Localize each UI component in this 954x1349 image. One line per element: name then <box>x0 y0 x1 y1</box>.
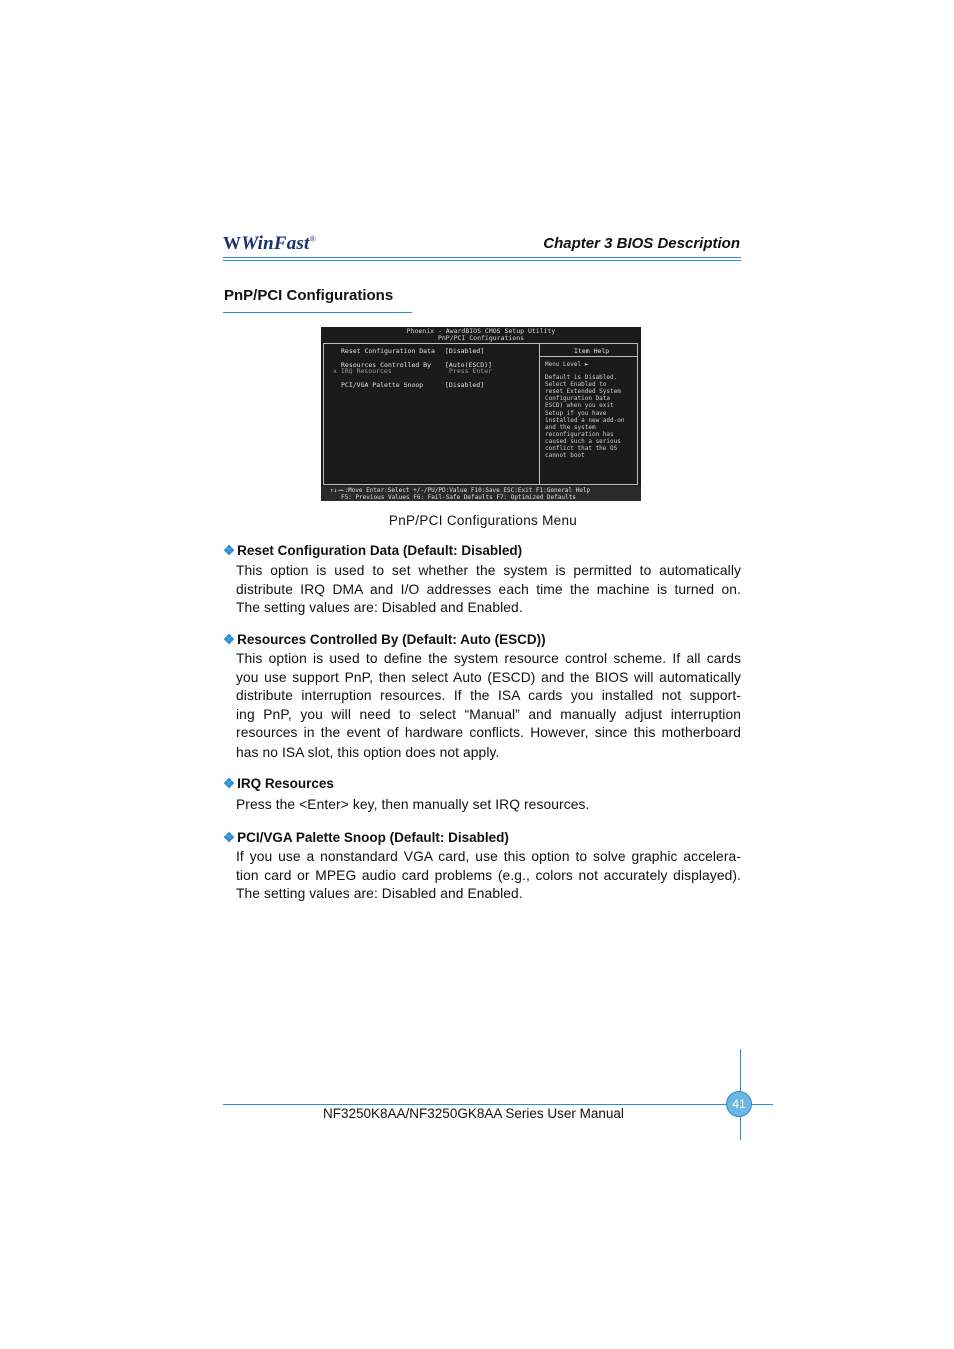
bios-footer-defaults: F5: Previous Values F6: Fail-Safe Defaults F7: Optimized Defaults <box>341 494 576 501</box>
bios-help-divider <box>539 344 540 484</box>
bios-title: Phoenix - AwardBIOS CMOS Setup Utility <box>406 327 556 335</box>
paragraph-line: The setting values are: Disabled and Enabled. <box>236 886 523 902</box>
option-title: Resources Controlled By (Default: Auto (ESCD)) <box>237 632 546 647</box>
bios-help-line: Configuration Data <box>545 395 611 403</box>
bios-subtitle: PnP/PCI Configurations <box>437 334 525 342</box>
bios-item-label: x IRQ Resources <box>333 367 392 375</box>
paragraph-line: This option is used to define the system resource control scheme. If all cards <box>236 651 741 666</box>
bios-help-line: ESCD) when you exit <box>545 402 614 410</box>
diamond-bullet-icon: ❖ <box>223 776 236 791</box>
paragraph-line: tion card or MPEG audio card problems (e.g., colors not accurately displayed). <box>236 867 741 883</box>
figure-caption: PnP/PCI Configurations Menu <box>388 513 578 528</box>
chapter-title: Chapter 3 BIOS Description <box>543 235 740 252</box>
paragraph-line: ing PnP, you will need to select “Manual” and manually adjust interruption <box>236 706 741 722</box>
bios-help-line: installed a new add-on <box>545 416 625 424</box>
bios-help-text <box>545 361 637 459</box>
section-title-underline <box>223 312 412 313</box>
logo-mark: W <box>223 233 242 253</box>
winfast-logo <box>223 233 316 255</box>
bios-help-line: Default is Disabled. <box>545 374 618 382</box>
bios-item-value: [Disabled] <box>445 347 485 355</box>
bios-item-label: Reset Configuration Data <box>341 347 435 355</box>
option-heading <box>223 776 334 792</box>
option-description <box>236 848 741 904</box>
bios-footer <box>321 486 641 501</box>
section-title: PnP/PCI Configurations <box>224 287 394 304</box>
header-rule <box>223 257 741 258</box>
bios-help-line: Select Enabled to <box>545 381 607 389</box>
paragraph-line: This option is used to set whether the system is permitted to automatically <box>236 563 741 578</box>
bios-help-line: cannot boot <box>545 452 585 460</box>
paragraph-line: The setting values are: Disabled and Enabled. <box>236 600 523 616</box>
option-heading <box>223 632 546 648</box>
bios-help-menu-level: Menu Level ► <box>545 361 589 368</box>
bios-item-value: [Auto(ESCD)] <box>445 361 492 369</box>
paragraph-line: you use support PnP, then select Auto (ESCD) and the BIOS will automatically <box>236 669 741 685</box>
paragraph-line: has no ISA slot, this option does not apply. <box>236 744 500 760</box>
bios-item-value: [Disabled] <box>445 381 485 389</box>
option-description <box>236 562 741 618</box>
bios-item-label: PCI/VGA Palette Snoop <box>341 381 424 389</box>
bios-help-line: reset Extended System <box>545 388 621 396</box>
header-rule-secondary <box>223 260 741 261</box>
option-title: Reset Configuration Data (Default: Disabled) <box>237 543 523 558</box>
bios-help-line: conflict that the OS <box>545 445 618 453</box>
option-description <box>236 796 741 815</box>
paragraph-line: Press the <Enter> key, then manually set IRQ resources. <box>236 797 590 812</box>
option-description <box>236 650 741 763</box>
bios-footer-keys: ↑↓→←:Move Enter:Select +/-/PU/PD:Value F10:Save ESC:Exit F1:General Help <box>330 487 591 494</box>
option-title: PCI/VGA Palette Snoop (Default: Disabled) <box>237 830 509 845</box>
logo-registered: ® <box>309 234 316 244</box>
paragraph-line: resources in the event of hardware conflicts. However, since this motherboard <box>236 725 741 741</box>
bios-help-line: and the system <box>545 423 596 431</box>
bios-help-line: caused such a serious <box>545 437 621 445</box>
diamond-bullet-icon: ❖ <box>223 543 236 558</box>
bios-help-title: Item Help <box>574 347 610 355</box>
option-heading <box>223 830 509 846</box>
bios-screenshot <box>321 327 641 501</box>
logo-text: WinFast <box>241 233 310 254</box>
page-number: 41 <box>726 1091 752 1117</box>
option-title: IRQ Resources <box>237 776 334 791</box>
bios-item-label: Resources Controlled By <box>341 361 432 369</box>
diamond-bullet-icon: ❖ <box>223 830 236 845</box>
paragraph-line: If you use a nonstandard VGA card, use this option to solve graphic accelera- <box>236 849 741 864</box>
bios-help-line: Setup if you have <box>545 409 607 417</box>
bios-help-line: reconfiguration has <box>545 430 614 438</box>
bios-help-separator <box>540 356 638 357</box>
paragraph-line: distribute IRQ DMA and I/O addresses each time the machine is turned on. <box>236 581 741 597</box>
option-heading <box>223 543 522 559</box>
footer-rule <box>223 1104 773 1105</box>
diamond-bullet-icon: ❖ <box>223 632 236 647</box>
paragraph-line: distribute interruption resources. If the ISA cards you installed not support- <box>236 688 741 704</box>
bios-item-value: Press Enter <box>449 367 493 375</box>
manual-title: NF3250K8AA/NF3250GK8AA Series User Manual <box>323 1106 624 1121</box>
